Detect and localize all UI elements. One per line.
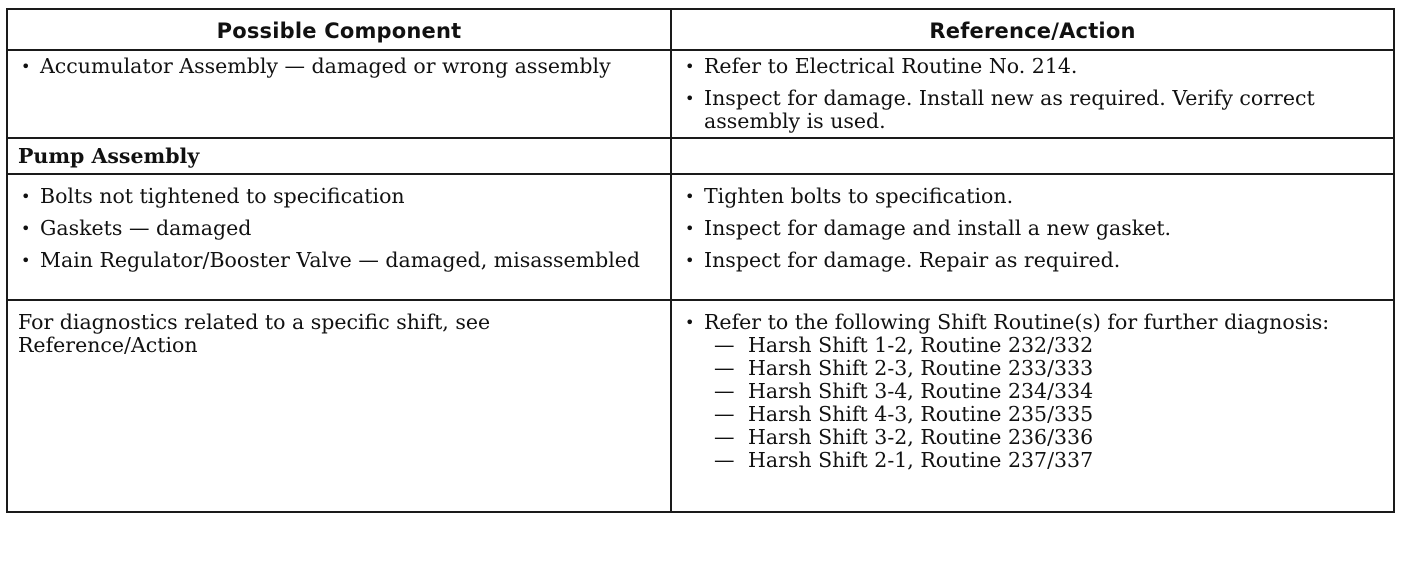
table-row: [7, 50, 1394, 138]
list-item: [18, 249, 662, 272]
routine-item: [704, 449, 1385, 472]
action-list: [682, 185, 1385, 272]
component-cell: [7, 50, 671, 138]
action-cell: [671, 174, 1394, 300]
bullet-icon: •: [21, 187, 31, 206]
action-text: Inspect for damage. Install new as required. Verify correct assembly is used.: [704, 86, 1315, 133]
action-text: Inspect for damage. Repair as required.: [704, 248, 1121, 272]
dash-icon: —: [714, 448, 735, 472]
dash-icon: —: [714, 425, 735, 449]
list-item: [682, 55, 1385, 78]
list-item: [18, 55, 662, 78]
routine-text: Harsh Shift 3-2, Routine 236/336: [748, 425, 1094, 449]
action-text: Refer to Electrical Routine No. 214.: [704, 54, 1078, 78]
bullet-icon: •: [685, 89, 695, 108]
routine-item: [704, 357, 1385, 380]
routine-text: Harsh Shift 2-3, Routine 233/333: [748, 356, 1094, 380]
dash-icon: —: [714, 356, 735, 380]
diagnostic-table: [6, 8, 1395, 513]
section-row: [7, 138, 1394, 174]
routine-item: [704, 380, 1385, 403]
component-text: Main Regulator/Booster Valve — damaged, misassembled: [40, 248, 641, 272]
routine-list: [704, 334, 1385, 472]
dash-icon: —: [714, 402, 735, 426]
bullet-icon: •: [685, 219, 695, 238]
action-cell: [671, 300, 1394, 512]
dash-icon: —: [714, 379, 735, 403]
section-heading: Pump Assembly: [18, 144, 200, 168]
routine-text: Harsh Shift 3-4, Routine 234/334: [748, 379, 1094, 403]
action-text: Inspect for damage and install a new gasket.: [704, 216, 1172, 240]
dash-icon: —: [714, 333, 735, 357]
component-text: For diagnostics related to a specific shift, see Reference/Action: [18, 310, 491, 357]
bullet-icon: •: [685, 57, 695, 76]
list-item: [18, 185, 662, 208]
routine-item: [704, 334, 1385, 357]
routine-item: [704, 426, 1385, 449]
bullet-icon: •: [21, 219, 31, 238]
section-heading-cell: [7, 138, 671, 174]
bullet-icon: •: [685, 251, 695, 270]
routine-text: Harsh Shift 2-1, Routine 237/337: [748, 448, 1094, 472]
component-text: Gaskets — damaged: [40, 216, 252, 240]
header-row: [7, 9, 1394, 50]
action-list: [682, 311, 1385, 334]
list-item: [682, 87, 1385, 133]
component-list: [18, 185, 662, 272]
routine-item: [704, 403, 1385, 426]
empty-cell: [671, 138, 1394, 174]
action-list: [682, 55, 1385, 133]
list-item: [682, 311, 1385, 334]
component-text: Bolts not tightened to specification: [40, 184, 405, 208]
header-reference-action: Reference/Action: [671, 9, 1394, 50]
list-item: [682, 249, 1385, 272]
action-text: Tighten bolts to specification.: [704, 184, 1014, 208]
header-possible-component: Possible Component: [7, 9, 671, 50]
component-list: [18, 55, 662, 78]
bullet-icon: •: [21, 57, 31, 76]
component-cell: [7, 174, 671, 300]
bullet-icon: •: [685, 313, 695, 332]
component-cell: [7, 300, 671, 512]
routine-text: Harsh Shift 4-3, Routine 235/335: [748, 402, 1094, 426]
component-text: Accumulator Assembly — damaged or wrong assembly: [40, 54, 611, 78]
list-item: [18, 217, 662, 240]
list-item: [682, 217, 1385, 240]
table-row: [7, 300, 1394, 512]
action-cell: [671, 50, 1394, 138]
table-row: [7, 174, 1394, 300]
routine-text: Harsh Shift 1-2, Routine 232/332: [748, 333, 1094, 357]
action-text: Refer to the following Shift Routine(s) for further diagnosis:: [704, 310, 1330, 334]
bullet-icon: •: [21, 251, 31, 270]
list-item: [682, 185, 1385, 208]
bullet-icon: •: [685, 187, 695, 206]
